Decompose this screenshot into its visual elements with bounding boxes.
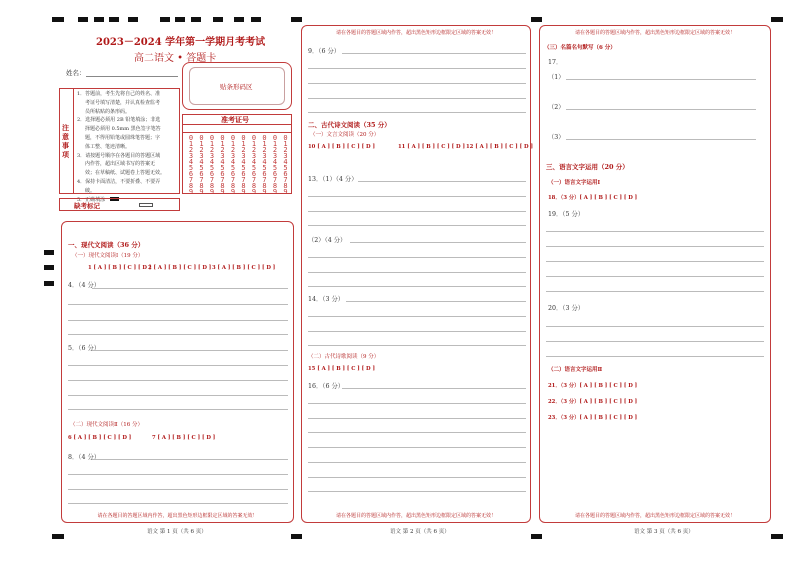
answer-line[interactable] [68, 409, 288, 410]
answer-line[interactable] [546, 231, 764, 232]
digit-bubble[interactable]: 0 [251, 134, 257, 142]
digit-bubble[interactable]: 6 [283, 170, 288, 178]
digit-bubble[interactable]: 2 [199, 146, 204, 154]
question-5: 5．（6 分） [68, 345, 101, 352]
timing-mark [291, 534, 302, 539]
exam-title: 2023－2024 学年第一学期月考考试 [96, 37, 266, 48]
digit-bubble[interactable]: 8 [220, 182, 225, 190]
boundary-notice: 请在各题目的答题区域内作答，超出黑色矩形边框限定区域的答案无效！ [335, 30, 496, 36]
digit-bubble[interactable]: 2 [241, 146, 246, 154]
timing-mark [191, 17, 201, 22]
digit-bubble[interactable]: 2 [220, 146, 225, 154]
digit-bubble[interactable]: 5 [272, 164, 278, 172]
answer-line[interactable] [308, 491, 526, 492]
digit-bubble[interactable]: 4 [283, 158, 288, 166]
digit-bubble[interactable]: 2 [209, 146, 215, 154]
digit-bubble[interactable]: 9 [230, 188, 236, 196]
notes-item: 考证号填写清楚，并认真检查监考 [85, 99, 161, 106]
digit-bubble[interactable]: 3 [272, 152, 278, 160]
choice-q15[interactable]: 15 [ A ] [ B ] [ C ] [ D ] [308, 366, 375, 372]
blank-2-line[interactable] [566, 109, 756, 110]
digit-bubble[interactable]: 9 [272, 188, 278, 196]
timing-mark [94, 17, 104, 22]
subsection-title: （一）现代文阅读Ⅰ（19 分） [72, 253, 144, 259]
digit-bubble[interactable]: 5 [199, 164, 204, 172]
answer-line[interactable] [68, 489, 288, 490]
digit-bubble[interactable]: 6 [262, 170, 267, 178]
answer-line[interactable] [358, 181, 526, 182]
boundary-notice: 请在各题目的答题区域内作答，超出黑色矩形边框限定区域的答案无效！ [97, 513, 258, 519]
blank-3-label: （3） [548, 134, 565, 141]
digit-bubble[interactable]: 4 [230, 158, 236, 166]
digit-bubble[interactable]: 4 [209, 158, 215, 166]
timing-mark [771, 534, 783, 539]
digit-column[interactable] [249, 135, 259, 195]
digit-bubble[interactable]: 7 [262, 176, 267, 184]
answer-line[interactable] [342, 388, 526, 389]
digit-bubble[interactable]: 7 [188, 176, 194, 184]
digit-bubble[interactable]: 8 [188, 182, 194, 190]
timing-mark [160, 17, 170, 22]
digit-bubble[interactable]: 9 [262, 188, 267, 196]
choice-q7[interactable]: 7 [ A ] [ B ] [ C ] [ D ] [152, 435, 216, 441]
answer-line[interactable] [308, 211, 526, 212]
digit-bubble[interactable]: 8 [262, 182, 267, 190]
admission-write-row[interactable] [183, 124, 291, 133]
digit-bubble[interactable]: 0 [241, 134, 246, 142]
answer-line[interactable] [308, 403, 526, 404]
digit-bubble[interactable]: 4 [251, 158, 257, 166]
digit-bubble[interactable]: 2 [188, 146, 194, 154]
page1-answer-box [61, 221, 294, 523]
digit-bubble[interactable]: 9 [199, 188, 204, 196]
section-2-title: 二、古代诗文阅读（35 分） [308, 121, 391, 129]
digit-bubble[interactable]: 0 [220, 134, 225, 142]
digit-bubble[interactable]: 0 [188, 134, 194, 142]
boundary-notice: 请在各题目的答题区域内作答，超出黑色矩形边框限定区域的答案无效！ [574, 30, 735, 36]
answer-line[interactable] [546, 341, 764, 342]
answer-line[interactable] [308, 286, 526, 287]
answer-line[interactable] [308, 98, 526, 99]
question-8: 8．（4 分） [68, 454, 101, 461]
timing-mark [44, 250, 54, 255]
notes-item: 题，不得用铅笔或圆珠笔答题；字 [85, 134, 161, 141]
page3-answer-box [539, 25, 771, 523]
answer-line[interactable] [308, 225, 526, 226]
digit-bubble[interactable]: 6 [230, 170, 236, 178]
choice-q11[interactable]: 11 [ A ] [ B ] [ C ] [ D ] [398, 144, 465, 150]
answer-line[interactable] [346, 301, 526, 302]
answer-line[interactable] [68, 503, 288, 504]
answer-line[interactable] [546, 356, 764, 357]
digit-bubble[interactable]: 3 [188, 152, 194, 160]
blank-2-label: （2） [548, 104, 565, 111]
notes-item: 1．答题前，考生先将自己的姓名、准 [77, 91, 161, 97]
timing-mark [52, 534, 64, 539]
question-19: 19．（5 分） [548, 211, 585, 218]
question-4: 4．（4 分） [68, 282, 101, 289]
answer-line[interactable] [308, 432, 526, 433]
notes-item: 2．选择题必须用 2B 铅笔填涂；非选 [77, 117, 161, 124]
answer-line[interactable] [308, 418, 526, 419]
digit-bubble[interactable]: 5 [188, 164, 194, 172]
digit-bubble[interactable]: 2 [272, 146, 278, 154]
subsection-title: （三）名篇名句默写（6 分） [544, 45, 616, 51]
digit-bubble[interactable]: 3 [199, 152, 204, 160]
digit-bubble[interactable]: 3 [262, 152, 267, 160]
page-footer: 语文 第 1 页（共 6 页） [147, 529, 207, 535]
digit-bubble[interactable]: 6 [188, 170, 194, 178]
digit-bubble[interactable]: 5 [251, 164, 257, 172]
name-label: 姓名： [66, 69, 86, 77]
answer-line[interactable] [308, 345, 526, 346]
digit-bubble[interactable]: 1 [251, 140, 257, 148]
digit-column[interactable] [228, 135, 238, 195]
question-9: 9．（6 分） [308, 48, 341, 55]
answer-line[interactable] [308, 462, 526, 463]
notes-item: 3．请按题号顺序在各题目的答题区域 [77, 152, 161, 159]
section-3-title: 三、语言文字运用（20 分） [546, 163, 629, 171]
digit-bubble[interactable]: 1 [199, 140, 204, 148]
choice-q18[interactable]: 18．（3 分）[ A ] [ B ] [ C ] [ D ] [548, 195, 638, 201]
digit-bubble[interactable]: 7 [199, 176, 204, 184]
subsection-title: （二）现代文阅读Ⅱ（16 分） [70, 422, 143, 428]
digit-bubble[interactable]: 3 [283, 152, 288, 160]
page2-answer-box [301, 25, 531, 523]
answer-line[interactable] [308, 477, 526, 478]
answer-line[interactable] [308, 68, 526, 69]
timing-mark [531, 17, 542, 22]
admission-label: 准考证号 [221, 115, 249, 124]
question-16: 16．（6 分） [308, 383, 345, 390]
timing-mark [128, 17, 138, 22]
digit-bubble[interactable]: 0 [283, 134, 288, 142]
subsection-title: （二）古代诗歌阅读（9 分） [308, 354, 380, 360]
answer-line[interactable] [350, 242, 526, 243]
digit-bubble[interactable]: 5 [220, 164, 225, 172]
digit-bubble[interactable]: 1 [230, 140, 236, 148]
digit-bubble[interactable]: 9 [220, 188, 225, 196]
choice-q10[interactable]: 10 [ A ] [ B ] [ C ] [ D ] [308, 144, 375, 150]
digit-bubble[interactable]: 9 [209, 188, 215, 196]
timing-mark [213, 17, 223, 22]
absent-label: 缺考标记 [74, 202, 100, 210]
answer-line[interactable] [92, 459, 288, 460]
answer-line[interactable] [546, 246, 764, 247]
subsection-title: （一）文言文阅读（20 分） [310, 132, 380, 138]
digit-bubble[interactable]: 1 [209, 140, 215, 148]
digit-bubble[interactable]: 2 [283, 146, 288, 154]
page-footer: 语文 第 3 页（共 6 页） [634, 529, 694, 535]
question-20: 20．（3 分） [548, 305, 585, 312]
answer-line[interactable] [546, 276, 764, 277]
notes-item: 内作答，超出区域书写的答案无 [85, 161, 156, 168]
barcode-inner [189, 67, 285, 105]
digit-bubble[interactable]: 6 [199, 170, 204, 178]
answer-line[interactable] [68, 304, 288, 305]
question-13-2: （2）（4 分） [308, 237, 347, 244]
notes-title-col [60, 89, 74, 193]
answer-line[interactable] [308, 257, 526, 258]
digit-column[interactable] [239, 135, 249, 195]
digit-bubble[interactable]: 9 [283, 188, 288, 196]
digit-bubble[interactable]: 9 [241, 188, 246, 196]
timing-mark [52, 17, 64, 22]
digit-bubble[interactable]: 7 [230, 176, 236, 184]
digit-bubble[interactable]: 3 [241, 152, 246, 160]
blank-1-line[interactable] [566, 79, 756, 80]
answer-line[interactable] [68, 395, 288, 396]
digit-bubble[interactable]: 1 [262, 140, 267, 148]
digit-bubble[interactable]: 4 [199, 158, 204, 166]
digit-bubble[interactable]: 8 [272, 182, 278, 190]
digit-bubble[interactable]: 1 [220, 140, 225, 148]
digit-bubble[interactable]: 8 [209, 182, 215, 190]
digit-bubble[interactable]: 7 [241, 176, 246, 184]
choice-q23[interactable]: 23．（3 分）[ A ] [ B ] [ C ] [ D ] [548, 415, 638, 421]
choice-q6[interactable]: 6 [ A ] [ B ] [ C ] [ D ] [68, 435, 132, 441]
notes-item: 效；在草稿纸、试题卷上答题无效。 [85, 170, 166, 177]
notes-item: 体工整、笔迹清晰。 [85, 143, 131, 150]
subsection-title: （一）语言文字运用Ⅰ [548, 180, 601, 186]
blank-1-label: （1） [548, 74, 565, 81]
digit-column[interactable] [270, 135, 280, 195]
digit-bubble[interactable]: 6 [209, 170, 215, 178]
notes-text [77, 90, 181, 204]
question-13-1: 13．（1）（4 分） [308, 176, 358, 183]
digit-bubble[interactable]: 1 [283, 140, 288, 148]
digit-bubble[interactable]: 7 [283, 176, 288, 184]
digit-bubble[interactable]: 5 [230, 164, 236, 172]
digit-bubble[interactable]: 3 [251, 152, 257, 160]
digit-bubble[interactable]: 1 [241, 140, 246, 148]
answer-line[interactable] [92, 350, 288, 351]
answer-line[interactable] [68, 474, 288, 475]
notes-title: 注意事项 [62, 123, 69, 159]
digit-column[interactable] [281, 135, 291, 195]
choice-q12[interactable]: 12 [ A ] [ B ] [ C ] [ D ] [466, 144, 533, 150]
answer-line[interactable] [546, 326, 764, 327]
timing-mark [78, 17, 88, 22]
page-footer: 语文 第 2 页（共 6 页） [390, 529, 450, 535]
boundary-notice: 请在各题目的答题区域内作答，超出黑色矩形边框限定区域的答案无效！ [574, 513, 735, 519]
digit-column[interactable] [207, 135, 217, 195]
answer-line[interactable] [308, 316, 526, 317]
digit-bubble[interactable]: 8 [283, 182, 288, 190]
timing-mark [44, 281, 54, 286]
answer-line[interactable] [308, 112, 526, 113]
digit-bubble[interactable]: 5 [283, 164, 288, 172]
choice-q22[interactable]: 22．（3 分）[ A ] [ B ] [ C ] [ D ] [548, 399, 638, 405]
timing-mark [291, 17, 302, 22]
barcode-area [182, 62, 292, 110]
question-17: 17． [548, 59, 563, 66]
digit-bubble[interactable]: 2 [262, 146, 267, 154]
answer-line[interactable] [308, 196, 526, 197]
digit-bubble[interactable]: 4 [262, 158, 267, 166]
answer-line[interactable] [92, 288, 288, 289]
digit-bubble[interactable]: 0 [262, 134, 267, 142]
digit-bubble[interactable]: 3 [209, 152, 215, 160]
digit-bubble[interactable]: 8 [241, 182, 246, 190]
digit-column[interactable] [260, 135, 270, 195]
digit-bubble[interactable]: 7 [209, 176, 215, 184]
digit-bubble[interactable]: 8 [230, 182, 236, 190]
digit-bubble[interactable]: 0 [209, 134, 215, 142]
digit-bubble[interactable]: 9 [188, 188, 194, 196]
digit-bubble[interactable]: 5 [262, 164, 267, 172]
digit-bubble[interactable]: 1 [188, 140, 194, 148]
timing-mark [251, 17, 261, 22]
section-1-title: 一、现代文阅读（36 分） [68, 241, 145, 249]
digit-bubble[interactable]: 3 [230, 152, 236, 160]
answer-line[interactable] [68, 334, 288, 335]
answer-line[interactable] [68, 365, 288, 366]
digit-bubble[interactable]: 4 [188, 158, 194, 166]
timing-mark [234, 17, 244, 22]
digit-bubble[interactable]: 6 [272, 170, 278, 178]
answer-line[interactable] [546, 291, 764, 292]
digit-column[interactable] [197, 135, 207, 195]
choice-q3[interactable]: 3 [ A ] [ B ] [ C ] [ D ] [212, 265, 276, 271]
answer-line[interactable] [546, 261, 764, 262]
digit-bubble[interactable]: 0 [199, 134, 204, 142]
digit-bubble[interactable]: 7 [272, 176, 278, 184]
answer-line[interactable] [308, 272, 526, 273]
notes-item: 择题必须用 0.5mm 黑色签字笔答 [85, 126, 161, 133]
question-14: 14．（3 分） [308, 296, 345, 303]
answer-line[interactable] [68, 320, 288, 321]
notes-box [59, 88, 180, 203]
digit-bubble[interactable]: 4 [241, 158, 246, 166]
digit-bubble[interactable]: 6 [251, 170, 257, 178]
digit-column[interactable] [218, 135, 228, 195]
digit-bubble[interactable]: 6 [241, 170, 246, 178]
choice-q1[interactable]: 1 [ A ] [ B ] [ C ] [ D ] [88, 265, 152, 271]
digit-bubble[interactable]: 7 [251, 176, 257, 184]
notes-item: 5．正确填涂 [77, 196, 106, 203]
choice-q21[interactable]: 21．（3 分）[ A ] [ B ] [ C ] [ D ] [548, 383, 638, 389]
digit-bubble[interactable]: 8 [251, 182, 257, 190]
digit-bubble[interactable]: 0 [272, 134, 278, 142]
digit-bubble[interactable]: 3 [220, 152, 225, 160]
timing-mark [175, 17, 185, 22]
absent-box [59, 198, 180, 211]
exam-subtitle: 高二语文 • 答题卡 [134, 53, 217, 64]
digit-bubble[interactable]: 2 [230, 146, 236, 154]
digit-column[interactable] [186, 135, 196, 195]
blank-3-line[interactable] [566, 139, 756, 140]
answer-line[interactable] [68, 380, 288, 381]
choice-q2[interactable]: 2 [ A ] [ B ] [ C ] [ D ] [148, 265, 212, 271]
digit-bubble[interactable]: 5 [241, 164, 246, 172]
digit-bubble[interactable]: 8 [199, 182, 204, 190]
admission-grid [182, 114, 292, 194]
subsection-title: （二）语言文字运用Ⅱ [548, 367, 603, 373]
timing-mark [109, 17, 119, 22]
name-field[interactable] [86, 76, 178, 77]
notes-item: 4．保持卡面清洁，不要折叠、不要弄 [77, 178, 161, 185]
answer-line[interactable] [308, 83, 526, 84]
absent-checkbox[interactable] [139, 203, 153, 207]
timing-mark [531, 534, 542, 539]
digit-bubble[interactable]: 7 [220, 176, 225, 184]
barcode-label: 贴条形码区 [220, 83, 253, 91]
answer-line[interactable] [308, 447, 526, 448]
boundary-notice: 请在各题目的答题区域内作答，超出黑色矩形边框限定区域的答案无效！ [335, 513, 496, 519]
answer-line[interactable] [308, 331, 526, 332]
notes-item: 员所粘贴的条形码。 [85, 108, 131, 115]
digit-bubble[interactable]: 9 [251, 188, 257, 196]
timing-mark [44, 265, 54, 270]
timing-mark [771, 17, 783, 22]
digit-bubble[interactable]: 4 [272, 158, 278, 166]
digit-bubble[interactable]: 5 [209, 164, 215, 172]
answer-line[interactable] [342, 53, 526, 54]
digit-bubble[interactable]: 0 [230, 134, 236, 142]
digit-bubble[interactable]: 1 [272, 140, 278, 148]
digit-bubble[interactable]: 4 [220, 158, 225, 166]
digit-bubble[interactable]: 2 [251, 146, 257, 154]
notes-item: 破。 [85, 187, 96, 194]
digit-bubble[interactable]: 6 [220, 170, 225, 178]
